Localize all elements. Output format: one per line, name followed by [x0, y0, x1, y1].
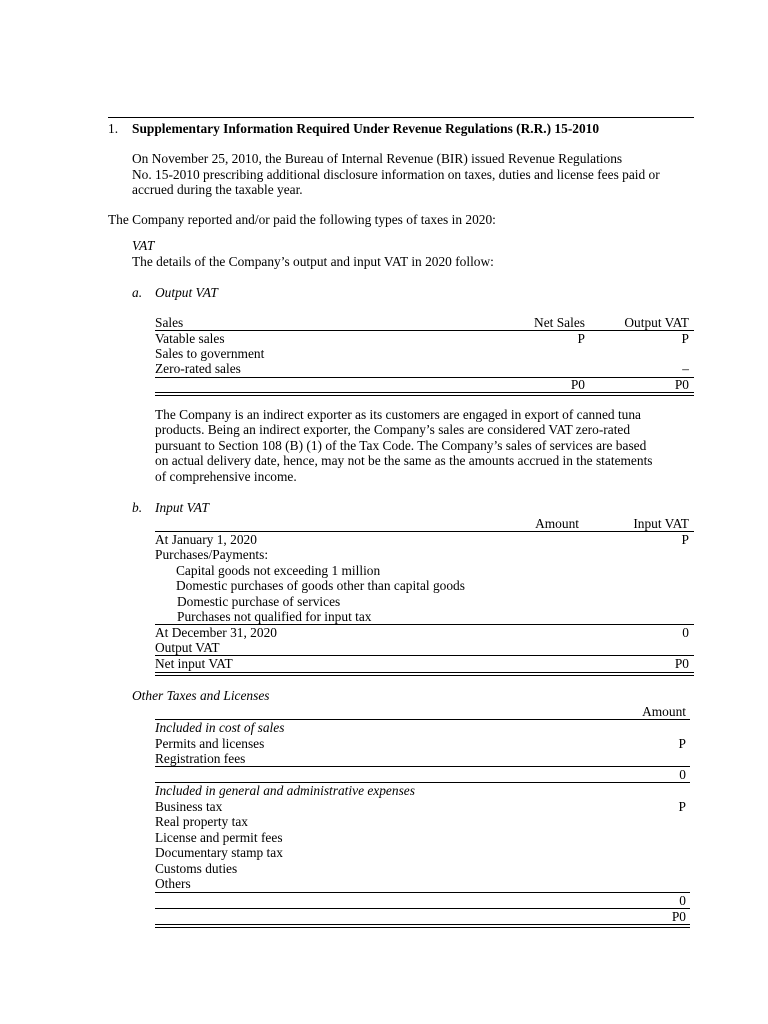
section-title: Supplementary Information Required Under Revenue Regulations (R.R.) 15-2010	[132, 121, 600, 136]
row-label: Real property tax	[155, 814, 248, 829]
section-number: 1.	[108, 121, 119, 136]
col-header-amount: Amount	[642, 704, 686, 719]
cost-of-sales-heading: Included in cost of sales	[155, 720, 285, 735]
net-input-vat-value: P0	[674, 656, 689, 671]
other-taxes-title: Other Taxes and Licenses	[132, 688, 270, 703]
closing-label: At December 31, 2020	[155, 625, 277, 640]
row-label: Business tax	[155, 799, 223, 814]
row-value: P	[678, 736, 686, 751]
purchases-label: Purchases/Payments:	[155, 547, 269, 562]
cost-of-sales-subtotal: 0	[679, 767, 686, 782]
total-output-vat: P0	[674, 377, 689, 392]
row-label: Registration fees	[155, 751, 246, 766]
row-output-vat: –	[682, 361, 689, 376]
col-header-sales: Sales	[155, 315, 184, 330]
row-output-vat: P	[681, 331, 689, 346]
vat-description: The details of the Company’s output and input VAT in 2020 follow:	[132, 254, 494, 269]
vat-heading: VAT	[132, 238, 155, 253]
ga-expenses-heading: Included in general and administrative expenses	[155, 783, 415, 798]
row-label: Others	[155, 876, 191, 891]
opening-value: P	[681, 532, 689, 547]
row-label: Vatable sales	[155, 331, 225, 346]
list-item: Domestic purchases of goods other than capital goods	[176, 578, 465, 593]
row-label: Customs duties	[155, 861, 238, 876]
row-net-sales: P	[577, 331, 585, 346]
row-value: P	[678, 799, 686, 814]
intro-line-1: On November 25, 2010, the Bureau of Internal Revenue (BIR) issued Revenue Regulations	[132, 151, 623, 166]
output-vat-letter: a.	[132, 285, 143, 300]
total-net-sales: P0	[570, 377, 585, 392]
note-line: The Company is an indirect exporter as its customers are engaged in export of canned tuna	[155, 407, 641, 422]
ga-expenses-subtotal: 0	[679, 893, 686, 908]
double-rule	[155, 672, 694, 676]
net-input-vat-label: Net input VAT	[155, 656, 233, 671]
output-vat-label: Output VAT	[155, 640, 220, 655]
output-vat-title: Output VAT	[155, 285, 218, 300]
col-header-amount: Amount	[535, 516, 579, 531]
row-label: Documentary stamp tax	[155, 845, 283, 860]
note-line: on actual delivery date, hence, may not be the same as the amounts accrued in the statements	[155, 453, 653, 468]
list-item: Capital goods not exceeding 1 million	[176, 563, 381, 578]
row-label: License and permit fees	[155, 830, 283, 845]
grand-total: P0	[671, 909, 686, 924]
list-item: Purchases not qualified for input tax	[177, 609, 372, 624]
note-line: of comprehensive income.	[155, 469, 297, 484]
row-label: Zero-rated sales	[155, 361, 241, 376]
col-header-output-vat: Output VAT	[624, 315, 689, 330]
taxes-summary: The Company reported and/or paid the following types of taxes in 2020:	[108, 212, 496, 227]
note-line: products. Being an indirect exporter, the Company’s sales are considered VAT zero-rated	[155, 422, 631, 437]
intro-line-3: accrued during the taxable year.	[132, 182, 303, 197]
col-header-input-vat: Input VAT	[633, 516, 689, 531]
opening-label: At January 1, 2020	[155, 532, 257, 547]
input-vat-title: Input VAT	[155, 500, 209, 515]
double-rule	[155, 392, 694, 396]
closing-value: 0	[682, 625, 689, 640]
intro-line-2: No. 15-2010 prescribing additional disclosure information on taxes, duties and license fees paid or	[132, 167, 660, 182]
row-label: Permits and licenses	[155, 736, 265, 751]
top-rule	[108, 117, 694, 118]
input-vat-letter: b.	[132, 500, 143, 515]
col-header-net-sales: Net Sales	[534, 315, 585, 330]
row-label: Sales to government	[155, 346, 265, 361]
note-line: pursuant to Section 108 (B) (1) of the Tax Code. The Company’s sales of services are based	[155, 438, 647, 453]
list-item: Domestic purchase of services	[177, 594, 341, 609]
double-rule	[155, 924, 690, 928]
